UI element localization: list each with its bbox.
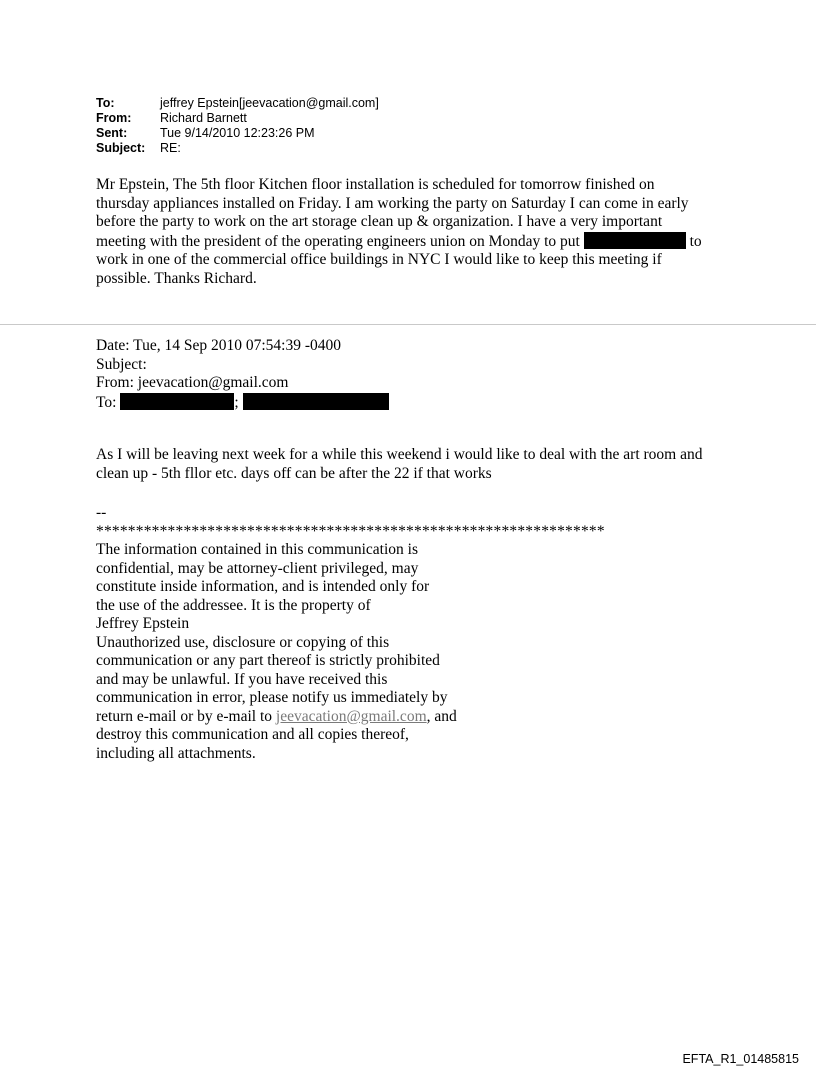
confidentiality-signature (96, 504, 736, 763)
redaction-box (243, 393, 389, 410)
quoted-to-label: To: (96, 393, 117, 411)
original-message (96, 446, 736, 483)
from-label: From: (96, 111, 132, 125)
disclaimer-line: communication or any part thereof is strictly prohibited (96, 652, 440, 669)
section-divider (0, 324, 816, 325)
reply-body (96, 176, 720, 288)
quoted-date: Date: Tue, 14 Sep 2010 07:54:39 -0400 (96, 337, 341, 354)
reply-line: before the party to work on the art storage clean up & organization. I have a very important (96, 213, 663, 230)
disclaimer-line: including all attachments. (96, 744, 256, 762)
email-link[interactable]: jeevacation@gmail.com (275, 707, 427, 725)
redaction-box (584, 232, 686, 249)
reply-line-part: to (689, 232, 702, 250)
to-value: jeffrey Epstein[jeevacation@gmail.com] (160, 96, 379, 110)
recipient-separator: ; (234, 393, 239, 411)
to-label: To: (96, 96, 115, 110)
reply-line-part: meeting with the president of the operating engineers union on Monday to put (96, 232, 580, 250)
disclaimer-line: The information contained in this communication is (96, 541, 418, 558)
disclaimer-line (96, 708, 736, 727)
disclaimer-text: return e-mail or by e-mail to (96, 707, 276, 725)
disclaimer-line: destroy this communication and all copies thereof, (96, 726, 409, 743)
sent-label: Sent: (96, 126, 128, 140)
subject-value: RE: (160, 141, 181, 155)
header-subject-row (96, 141, 379, 156)
signature-dashes: -- (96, 504, 107, 521)
disclaimer-line: constitute inside information, and is intended only for (96, 578, 430, 595)
redaction-box (120, 393, 234, 410)
reply-line: thursday appliances installed on Friday. I am working the party on Saturday I can come in early (96, 194, 689, 212)
quoted-to-row (96, 393, 736, 413)
disclaimer-line: the use of the addressee. It is the property of (96, 596, 371, 614)
disclaimer-line: Jeffrey Epstein (96, 615, 190, 632)
disclaimer-line: and may be unlawful. If you have received this (96, 670, 388, 688)
disclaimer-line: communication in error, please notify us immediately by (96, 689, 448, 706)
header-from-row (96, 111, 379, 126)
quoted-subject: Subject: (96, 355, 147, 373)
reply-line (96, 232, 720, 252)
email-header (96, 96, 379, 156)
from-value: Richard Barnett (160, 111, 247, 125)
header-sent-row (96, 126, 379, 141)
reply-line: Mr Epstein, The 5th floor Kitchen floor installation is scheduled for tomorrow finished on (96, 176, 655, 193)
disclaimer-line: confidential, may be attorney-client privileged, may (96, 559, 419, 577)
signature-stars: **************************************************************** (96, 522, 605, 540)
reply-line: possible. Thanks Richard. (96, 269, 257, 287)
message-line: As I will be leaving next week for a while this weekend i would like to deal with the art room and (96, 446, 703, 463)
header-to-row (96, 96, 379, 111)
quoted-header (96, 337, 736, 412)
subject-label: Subject: (96, 141, 146, 155)
disclaimer-line: Unauthorized use, disclosure or copying of this (96, 633, 390, 651)
sent-value: Tue 9/14/2010 12:23:26 PM (160, 126, 315, 140)
quoted-from: From: jeevacation@gmail.com (96, 374, 289, 391)
reply-line: work in one of the commercial office buildings in NYC I would like to keep this meeting if (96, 251, 662, 268)
disclaimer-text: , and (426, 707, 457, 725)
message-line: clean up - 5th fllor etc. days off can be after the 22 if that works (96, 464, 492, 482)
document-id: EFTA_R1_01485815 (682, 1052, 799, 1066)
